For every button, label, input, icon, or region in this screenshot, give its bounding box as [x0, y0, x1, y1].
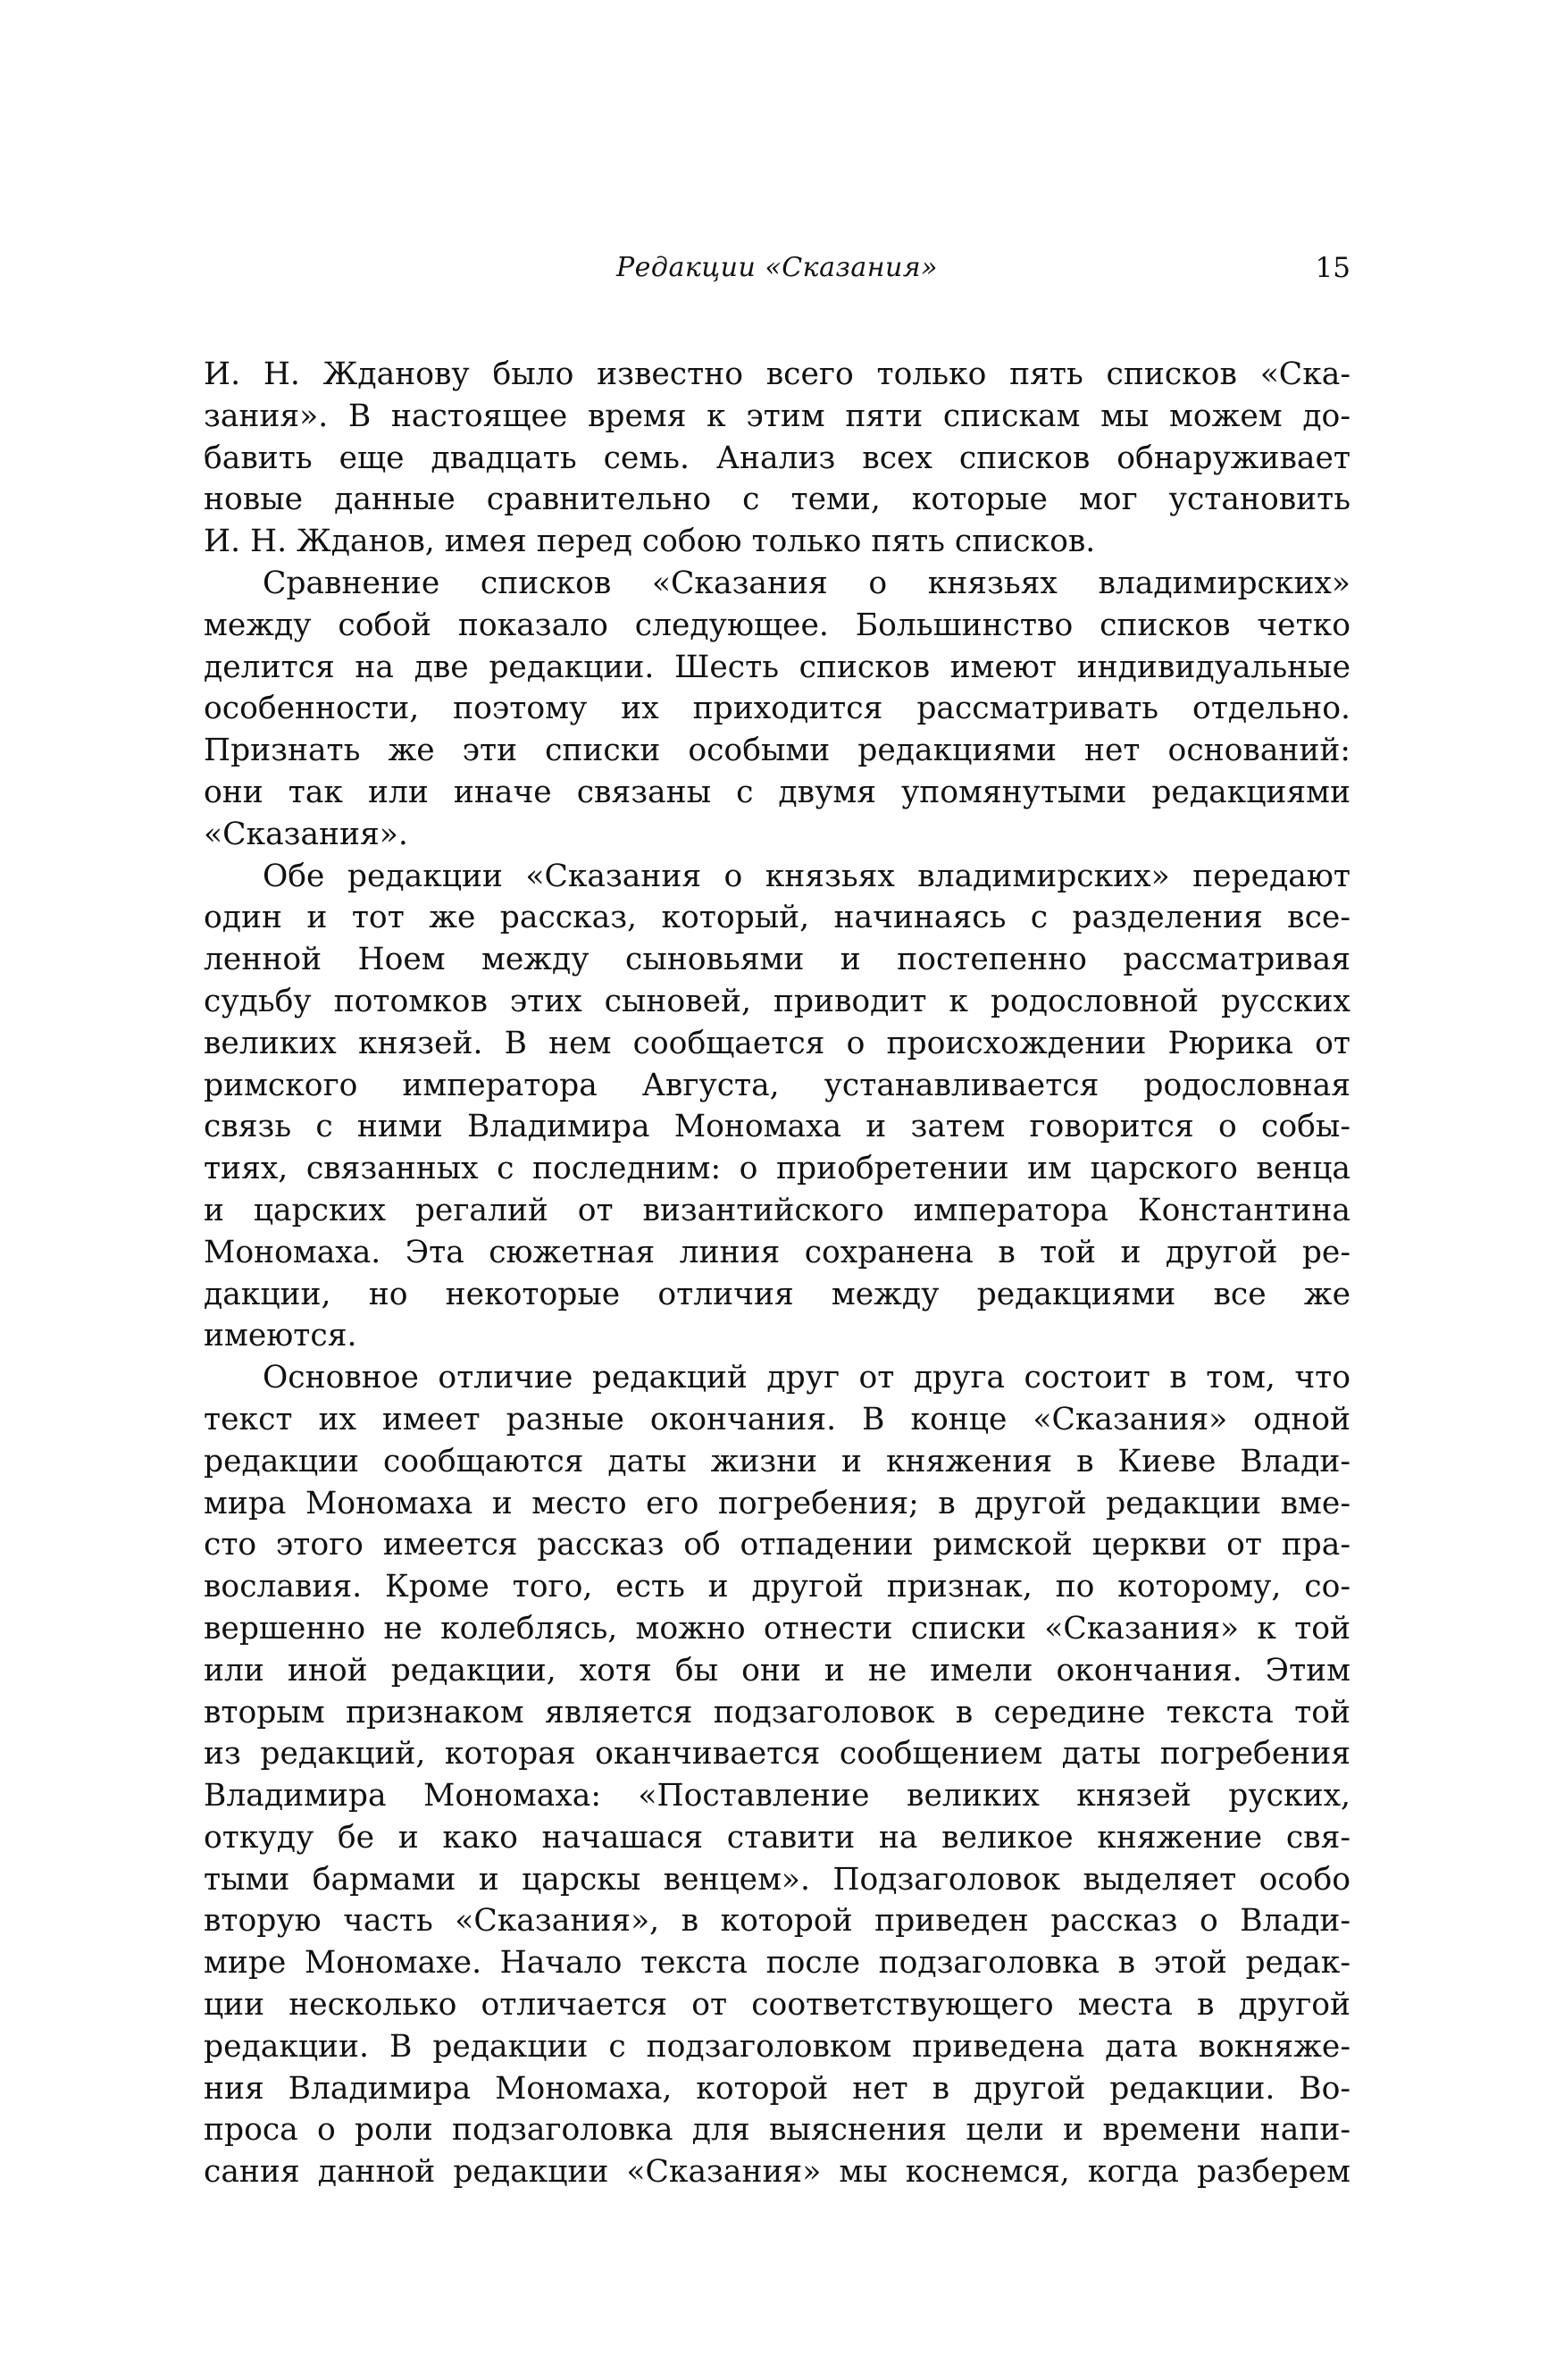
body-text: [204, 354, 1350, 2193]
text-line: проса о роли подзаголовка для выяснения цели и времени напи-: [204, 2112, 1350, 2149]
text-line: мире Мономахе. Начало текста после подзаголовка в этой редак-: [204, 1945, 1350, 1982]
text-line: откуду бе и како начашася ставити на великое княжение свя-: [204, 1819, 1350, 1856]
text-line: вторым признаком является подзаголовок в середине текста той: [204, 1694, 1350, 1731]
text-line: сто этого имеется рассказ об отпадении римской церкви от пра-: [204, 1527, 1350, 1563]
text-line: римского императора Августа, устанавливается родословная: [204, 1067, 1350, 1103]
text-line: тиях, связанных с последним: о приобретении им царского венца: [204, 1151, 1350, 1187]
running-head: [204, 252, 1350, 297]
text-line: Владимира Мономаха: «Поставление великих князей руских,: [204, 1778, 1350, 1814]
running-title: Редакции «Сказания»: [615, 252, 939, 283]
text-line: имеются.: [204, 1318, 357, 1354]
text-line: бавить еще двадцать семь. Анализ всех списков обнаруживает: [204, 440, 1350, 476]
text-line: из редакций, которая оканчивается сообщением даты погребения: [204, 1736, 1350, 1772]
text-line: Сравнение списков «Сказания о князьях владимирских»: [263, 565, 1350, 601]
text-line: особенности, поэтому их приходится рассматривать отдельно.: [204, 691, 1350, 727]
text-line: ленной Ноем между сыновьями и постепенно рассматривая: [204, 942, 1350, 978]
text-line: между собой показало следующее. Большинство списков четко: [204, 607, 1350, 643]
text-line: новые данные сравнительно с теми, которые мог установить: [204, 482, 1350, 518]
text-line: один и тот же рассказ, который, начинаясь с разделения все-: [204, 900, 1350, 936]
text-line: и царских регалий от византийского императора Константина: [204, 1192, 1350, 1228]
text-line: И. Н. Жданову было известно всего только пять списков «Ска-: [204, 356, 1350, 392]
text-line: тыми бармами и царскы венцем». Подзаголовок выделяет особо: [204, 1861, 1350, 1898]
text-line: И. Н. Жданов, имея перед собою только пять списков.: [204, 524, 1096, 560]
text-line: ции несколько отличается от соответствующего места в другой: [204, 1987, 1350, 2024]
text-line: вославия. Кроме того, есть и другой признак, по которому, со-: [204, 1569, 1350, 1605]
text-line: сания данной редакции «Сказания» мы коснемся, когда разберем: [204, 2154, 1350, 2191]
text-line: зания». В настоящее время к этим пяти спискам мы можем до-: [204, 398, 1350, 434]
text-line: мира Мономаха и место его погребения; в другой редакции вме-: [204, 1485, 1350, 1521]
text-line: ния Владимира Мономаха, которой нет в другой редакции. Во-: [204, 2070, 1350, 2107]
text-line: дакции, но некоторые отличия между редакциями все же: [204, 1276, 1350, 1312]
page-number: 15: [1315, 252, 1350, 284]
text-line: Мономаха. Эта сюжетная линия сохранена в той и другой ре-: [204, 1234, 1350, 1270]
text-line: Обе редакции «Сказания о князьях владимирских» передают: [263, 858, 1350, 894]
text-line: Основное отличие редакций друг от друга состоит в том, что: [263, 1360, 1350, 1396]
text-line: они так или иначе связаны с двумя упомянутыми редакциями: [204, 774, 1350, 810]
text-line: редакции. В редакции с подзаголовком приведена дата вокняже-: [204, 2028, 1350, 2065]
text-line: Признать же эти списки особыми редакциями нет оснований:: [204, 733, 1350, 769]
text-line: вершенно не колеблясь, можно отнести списки «Сказания» к той: [204, 1610, 1350, 1647]
text-line: делится на две редакции. Шесть списков имеют индивидуальные: [204, 649, 1350, 685]
text-line: текст их имеет разные окончания. В конце «Сказания» одной: [204, 1401, 1350, 1437]
text-line: судьбу потомков этих сыновей, приводит к родословной русских: [204, 983, 1350, 1019]
text-line: «Сказания».: [204, 816, 408, 852]
text-line: вторую часть «Сказания», в которой приведен рассказ о Влади-: [204, 1903, 1350, 1940]
text-line: или иной редакции, хотя бы они и не имели окончания. Этим: [204, 1652, 1350, 1689]
text-line: редакции сообщаются даты жизни и княжения в Киеве Влади-: [204, 1443, 1350, 1479]
text-line: великих князей. В нем сообщается о происхождении Рюрика от: [204, 1025, 1350, 1061]
text-line: связь с ними Владимира Мономаха и затем говорится о собы-: [204, 1109, 1350, 1145]
